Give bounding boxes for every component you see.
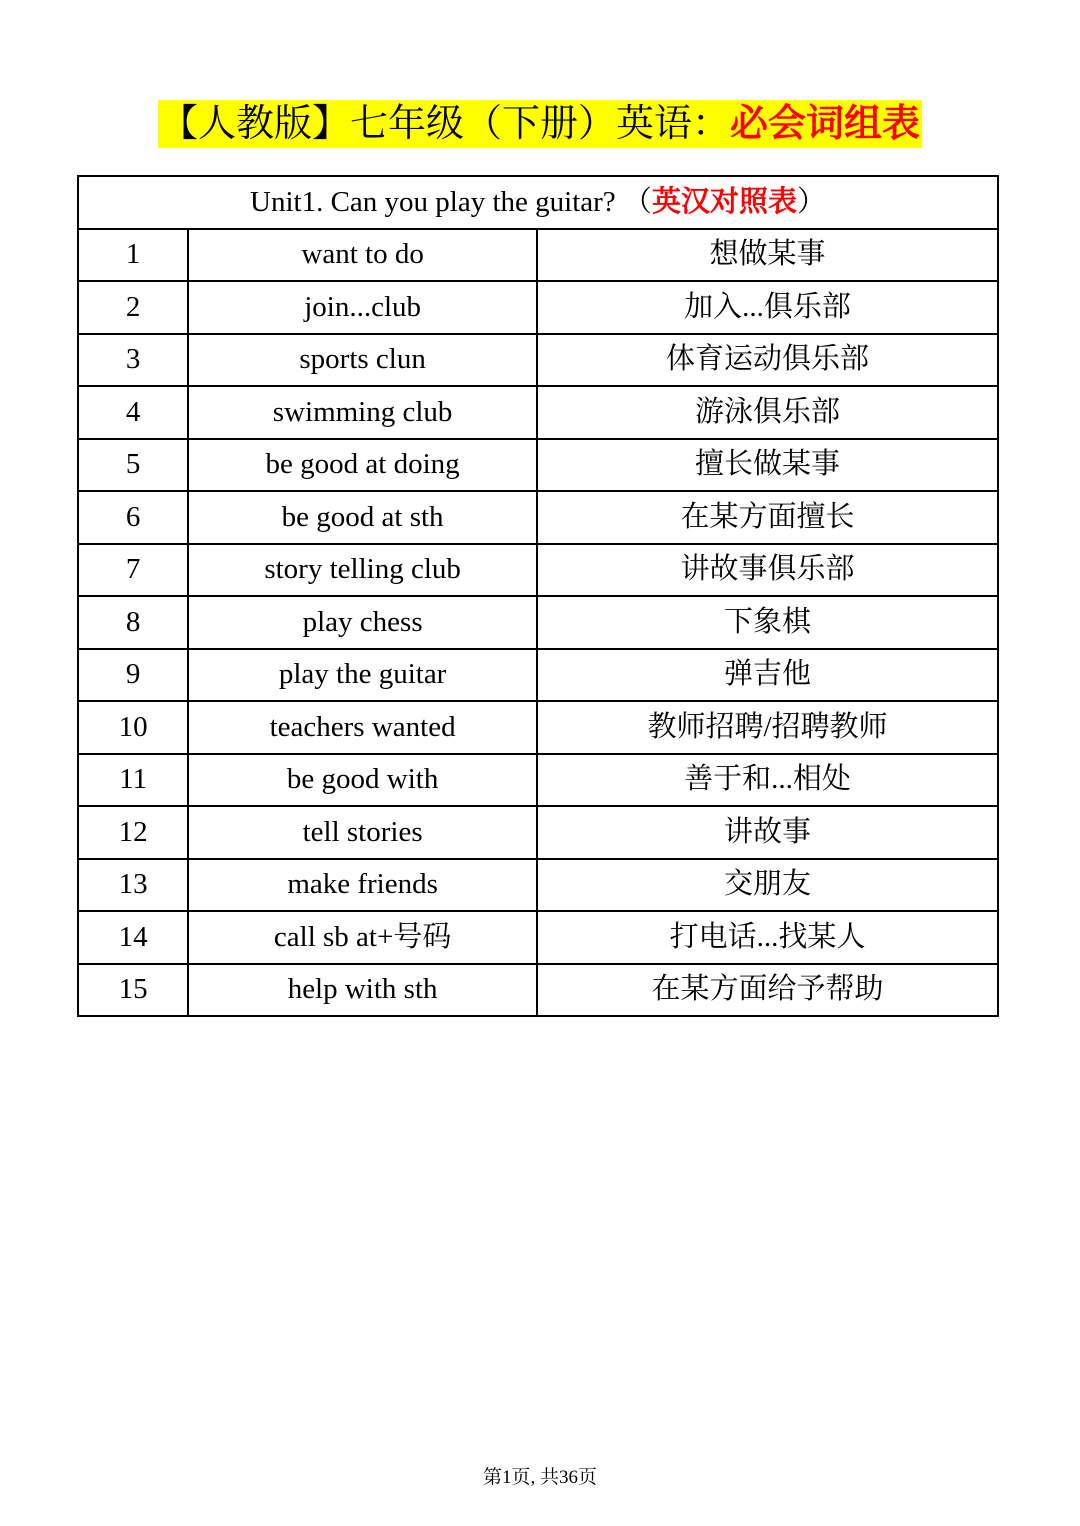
- title-highlight: 必会词组表: [730, 103, 921, 145]
- cell-num: 8: [78, 596, 188, 649]
- cell-en: want to do: [188, 229, 537, 282]
- cell-en: tell stories: [188, 806, 537, 859]
- table-row: [78, 491, 998, 544]
- unit-header-text: Unit1. Can you play the guitar? （: [250, 185, 652, 218]
- cell-num: 14: [78, 911, 188, 964]
- cell-en: swimming club: [188, 386, 537, 439]
- table-row: [78, 596, 998, 649]
- cell-en: be good with: [188, 754, 537, 807]
- cell-num: 7: [78, 544, 188, 597]
- cell-en: play chess: [188, 596, 537, 649]
- cell-zh: 讲故事俱乐部: [537, 544, 998, 597]
- table-row: [78, 911, 998, 964]
- table-row: [78, 649, 998, 702]
- cell-zh: 善于和...相处: [537, 754, 998, 807]
- cell-num: 1: [78, 229, 188, 282]
- cell-zh: 想做某事: [537, 229, 998, 282]
- table-row: [78, 334, 998, 387]
- cell-num: 12: [78, 806, 188, 859]
- title-main: 【人教版】七年级（下册）英语：: [159, 103, 730, 145]
- table-row: [78, 439, 998, 492]
- cell-num: 15: [78, 964, 188, 1017]
- cell-zh: 交朋友: [537, 859, 998, 912]
- table-row: [78, 964, 998, 1017]
- cell-en: help with sth: [188, 964, 537, 1017]
- cell-num: 9: [78, 649, 188, 702]
- table-row: [78, 281, 998, 334]
- cell-en: be good at sth: [188, 491, 537, 544]
- cell-num: 11: [78, 754, 188, 807]
- cell-zh: 打电话...找某人: [537, 911, 998, 964]
- page-title: [0, 100, 1080, 148]
- cell-num: 10: [78, 701, 188, 754]
- cell-en: make friends: [188, 859, 537, 912]
- cell-num: 4: [78, 386, 188, 439]
- title-highlight-band: [158, 100, 922, 148]
- cell-en: be good at doing: [188, 439, 537, 492]
- table-row: [78, 229, 998, 282]
- unit-header-highlight: 英汉对照表: [651, 185, 797, 218]
- cell-num: 5: [78, 439, 188, 492]
- cell-en: join...club: [188, 281, 537, 334]
- table-row: [78, 806, 998, 859]
- unit-header-close: ）: [796, 185, 826, 218]
- cell-zh: 下象棋: [537, 596, 998, 649]
- cell-en: teachers wanted: [188, 701, 537, 754]
- cell-zh: 游泳俱乐部: [537, 386, 998, 439]
- cell-zh: 擅长做某事: [537, 439, 998, 492]
- cell-zh: 体育运动俱乐部: [537, 334, 998, 387]
- table-row: [78, 754, 998, 807]
- page-number: 第1页, 共36页: [482, 1467, 597, 1488]
- table-row: [78, 859, 998, 912]
- cell-en: play the guitar: [188, 649, 537, 702]
- cell-zh: 在某方面擅长: [537, 491, 998, 544]
- cell-zh: 讲故事: [537, 806, 998, 859]
- cell-zh: 教师招聘/招聘教师: [537, 701, 998, 754]
- cell-en: call sb at+号码: [188, 911, 537, 964]
- cell-num: 13: [78, 859, 188, 912]
- cell-en: story telling club: [188, 544, 537, 597]
- unit-header: [78, 176, 998, 229]
- table-row: [78, 386, 998, 439]
- table-row: [78, 544, 998, 597]
- cell-zh: 加入...俱乐部: [537, 281, 998, 334]
- vocab-table: [77, 175, 999, 1017]
- cell-zh: 在某方面给予帮助: [537, 964, 998, 1017]
- table-row: [78, 701, 998, 754]
- cell-zh: 弹吉他: [537, 649, 998, 702]
- cell-num: 2: [78, 281, 188, 334]
- cell-num: 3: [78, 334, 188, 387]
- cell-en: sports clun: [188, 334, 537, 387]
- table-header-row: [78, 176, 998, 229]
- cell-num: 6: [78, 491, 188, 544]
